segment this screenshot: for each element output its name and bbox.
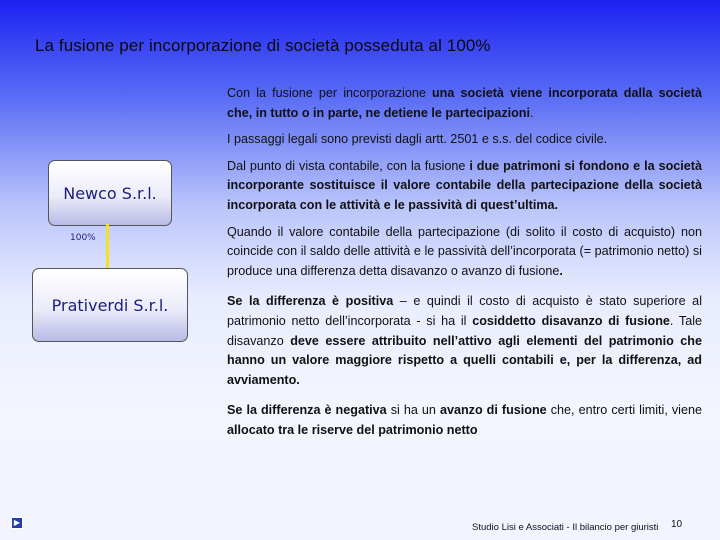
prativerdi-label: Prativerdi S.r.l.: [51, 295, 169, 315]
ownership-percentage: 100%: [70, 233, 96, 243]
ownership-connector: [106, 224, 109, 268]
p5-bold-3: deve essere attribuito nell’attivo agli elementi del patrimonio che hanno un valore maggiore rispetto a quelli contabili e, per la differenza, ad avviamento.: [227, 333, 702, 387]
p1-end: .: [530, 105, 534, 120]
p6-text-1: si ha un: [386, 403, 440, 418]
newco-box: [48, 160, 172, 226]
page-number: 10: [671, 519, 683, 530]
newco-label: Newco S.r.l.: [63, 183, 157, 203]
p1-text: Con la fusione per incorporazione: [227, 86, 432, 100]
p5-bold-2: cosiddetto disavanzo di fusione: [472, 313, 670, 328]
p4-end: .: [559, 263, 563, 278]
p5-text-1: – e quindi il costo di acquisto è stato superiore al patrimonio netto dell’incorporata - si ha il: [227, 294, 702, 328]
p6-bold-2: avanzo di fusione: [439, 403, 547, 418]
paragraph-6: [227, 401, 702, 440]
p3-bold: i due patrimoni si fondono e la società incorporante sostituisce il valore contabile della partecipazione della società incorporata con le attività e le passività di quest’ultima.: [227, 158, 702, 212]
p5-bold-1: Se la differenza è positiva: [227, 294, 394, 309]
paragraph-1: [227, 84, 702, 123]
p6-bold-1: Se la differenza è negativa: [227, 403, 387, 418]
footer-text: Studio Lisi e Associati - Il bilancio per giuristi: [472, 522, 659, 533]
body-text: [227, 84, 702, 452]
p6-text-2: che, entro certi limiti, viene: [546, 403, 702, 418]
paragraph-5: [227, 292, 702, 390]
paragraph-2: I passaggi legali sono previsti dagli artt. 2501 e s.s. del codice civile.: [227, 132, 608, 147]
slide-title: La fusione per incorporazione di società posseduta al 100%: [35, 36, 491, 55]
p1-bold: una società viene incorporata dalla società che, in tutto o in parte, ne detiene le partecipazioni: [227, 86, 703, 120]
p6-bold-3: allocato tra le riserve del patrimonio netto: [227, 422, 478, 437]
prativerdi-box: [32, 268, 188, 342]
paragraph-4: [227, 223, 702, 282]
slide-nav-icon[interactable]: ▶: [11, 517, 23, 529]
p4-text: Quando il valore contabile della partecipazione (di solito il costo di acquisto) non coincide con il saldo delle attività e le passività dell’incorporata (= patrimonio netto) si produce una differenza detta disavanzo o avanzo di fusione: [227, 224, 702, 278]
paragraph-3: [227, 157, 702, 216]
p3-text: Dal punto di vista contabile, con la fusione: [227, 158, 470, 173]
p5-text-2: . Tale disavanzo: [227, 313, 703, 348]
